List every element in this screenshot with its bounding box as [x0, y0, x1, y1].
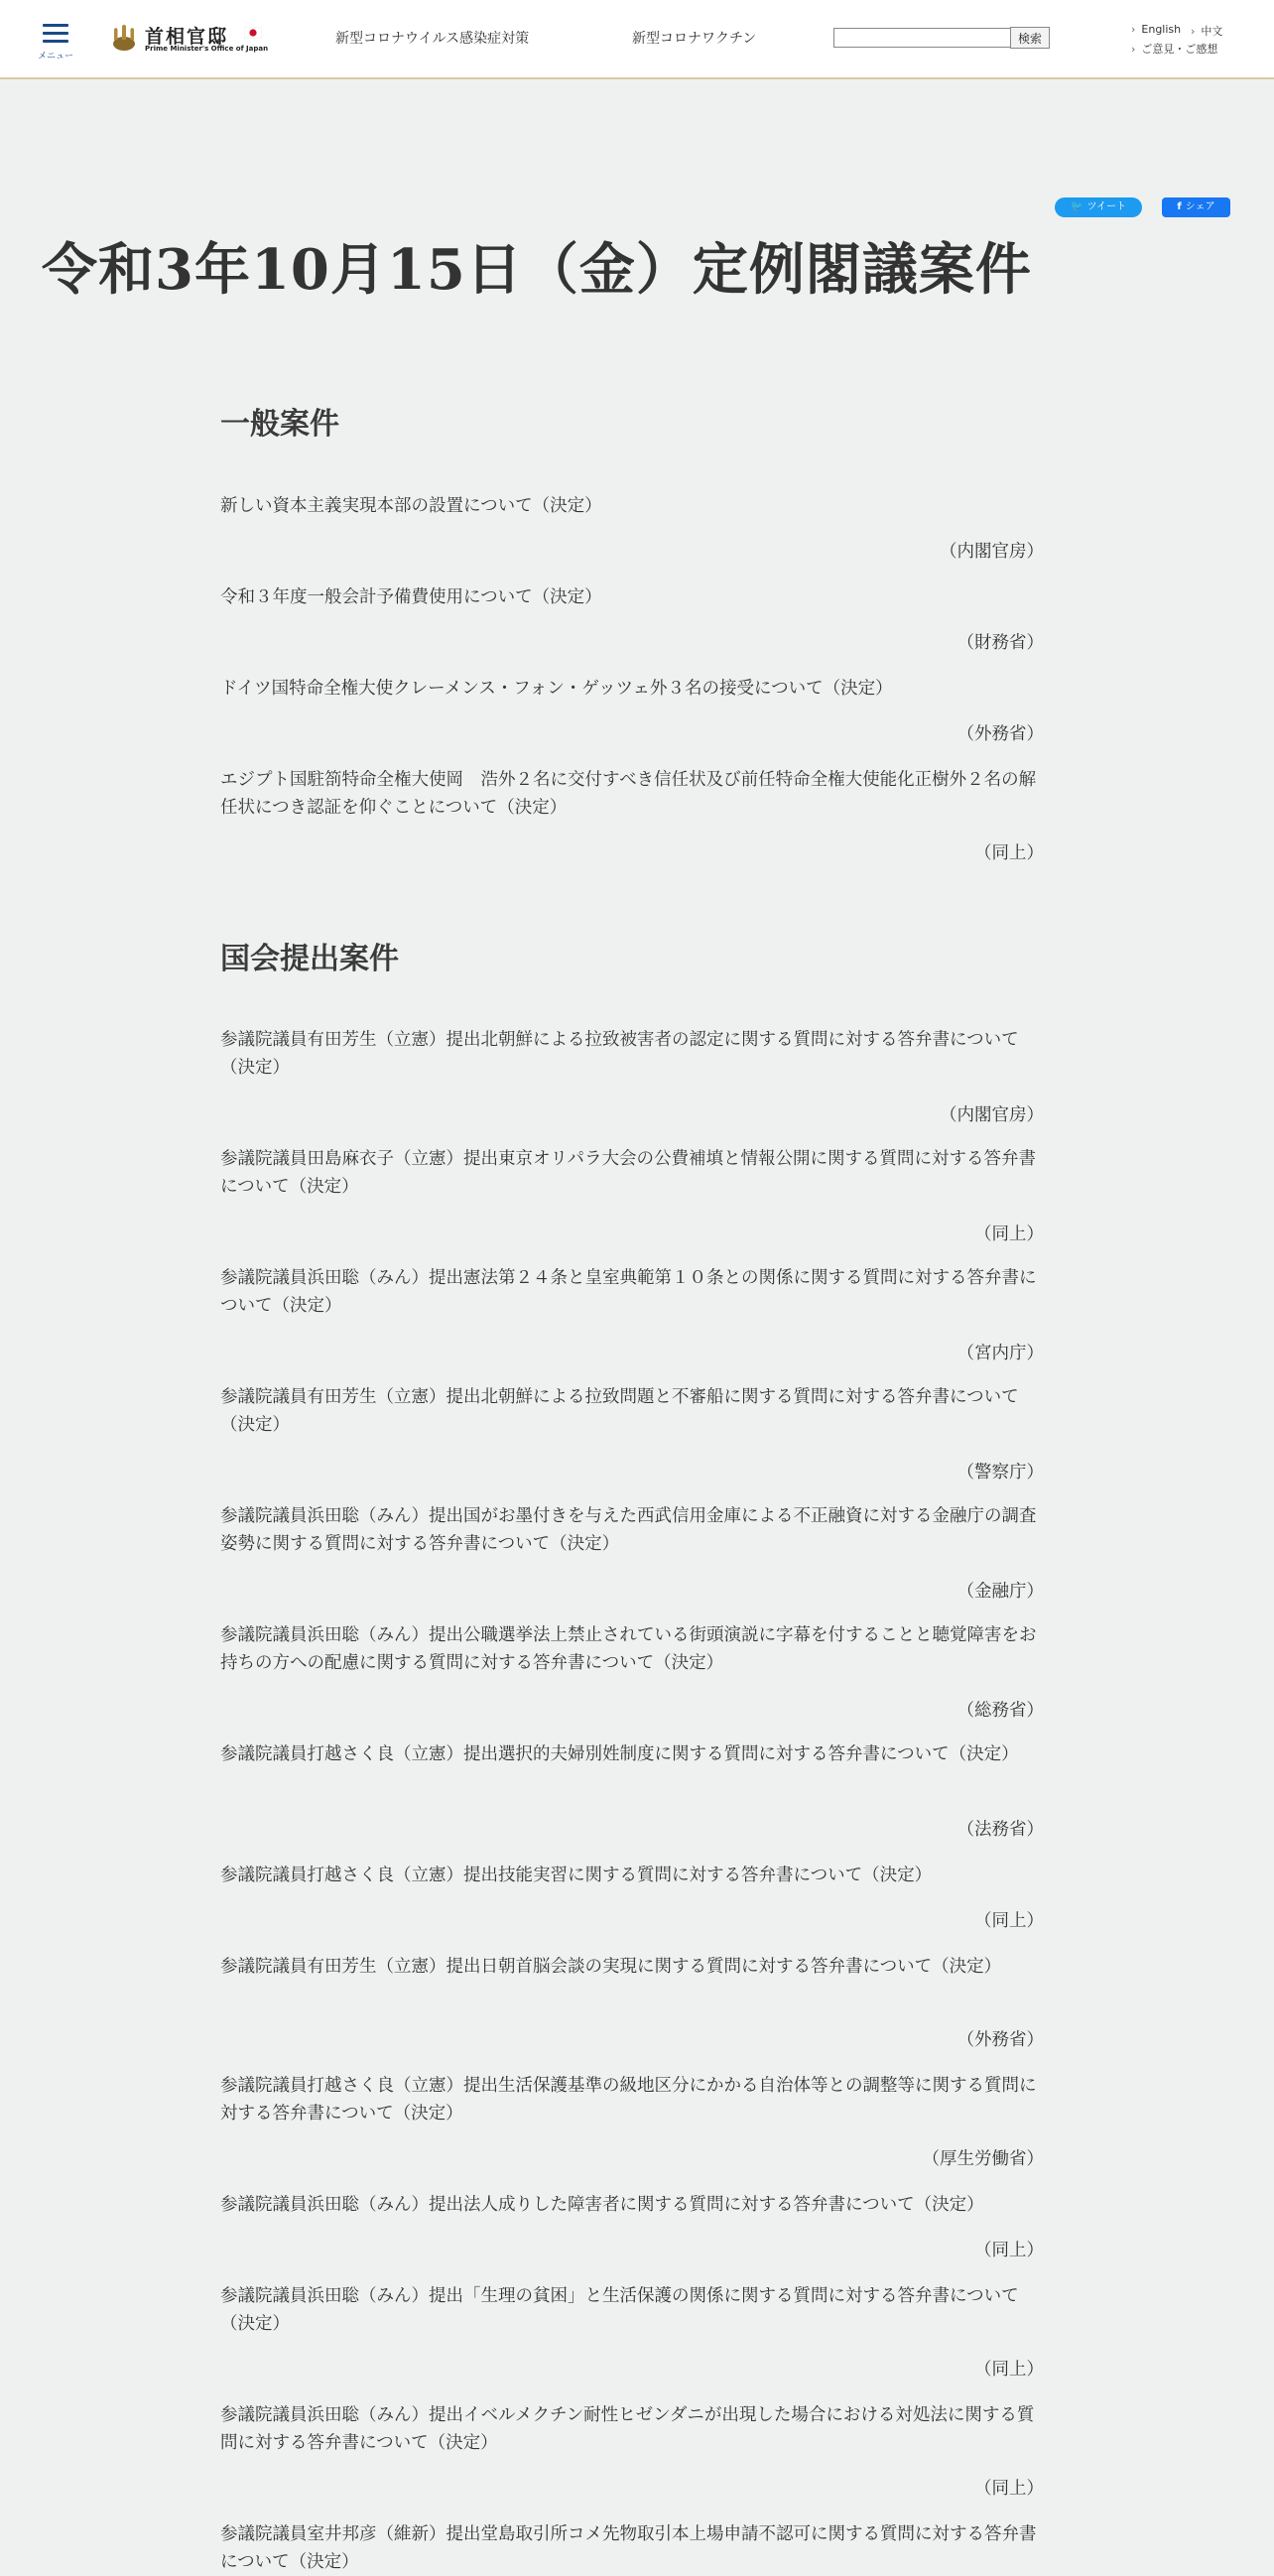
item-title: 参議院議員浜田聡（みん）提出法人成りした障害者に関する質問に対する答弁書について（決定）: [220, 2195, 984, 2215]
item-department: （法務省）: [956, 1820, 1044, 1840]
menu-label: メニュー: [37, 52, 73, 62]
list-item[interactable]: [220, 1026, 1044, 1082]
item-department: （警察庁）: [956, 1463, 1044, 1482]
facebook-share-button[interactable]: [1162, 197, 1230, 217]
list-item[interactable]: [220, 766, 1044, 822]
item-title: 参議院議員有田芳生（立憲）提出北朝鮮による拉致問題と不審船に関する質問に対する答弁書について（決定）: [220, 1387, 1019, 1435]
page-title: 令和3年10月15日（金）定例閣議案件: [42, 237, 1032, 303]
hamburger-icon-bar: [43, 40, 68, 43]
item-title: 参議院議員浜田聡（みん）提出公職選挙法上禁止されている街頭演説に字幕を付することと聴覚障害をお持ちの方への配慮に関する質問に対する答弁書について（決定）: [220, 1625, 1037, 1673]
list-item[interactable]: [220, 1145, 1044, 1201]
list-item[interactable]: [220, 492, 1044, 520]
list-item[interactable]: [220, 583, 1044, 611]
item-department: （同上）: [974, 1911, 1044, 1931]
nav-covid-measures[interactable]: 新型コロナウイルス感染症対策: [335, 31, 530, 47]
search-input[interactable]: [833, 28, 1014, 48]
chevron-right-icon: ›: [1131, 43, 1136, 56]
item-department: （同上）: [974, 1224, 1044, 1244]
menu-button[interactable]: [38, 22, 73, 62]
item-title: 参議院議員浜田聡（みん）提出国がお墨付きを与えた西武信用金庫による不正融資に対する金融庁の調査姿勢に関する質問に対する答弁書について（決定）: [220, 1506, 1037, 1554]
section-heading-diet: 国会提出案件: [220, 942, 399, 976]
item-department: （同上）: [974, 2479, 1044, 2499]
item-title: ドイツ国特命全権大使クレーメンス・フォン・ゲッツェ外３名の接受について（決定）: [220, 679, 893, 699]
twitter-bird-icon: 🐦: [1071, 201, 1083, 212]
list-item[interactable]: [220, 1740, 1044, 1768]
list-item[interactable]: [220, 2282, 1044, 2338]
link-chinese-label: 中文: [1201, 25, 1223, 38]
list-item[interactable]: [220, 2520, 1044, 2576]
logo-text-en: Prime Minister's Office of Japan: [145, 45, 269, 53]
list-item[interactable]: [220, 1862, 1044, 1889]
list-item[interactable]: [220, 1383, 1044, 1439]
tweet-button[interactable]: [1055, 197, 1142, 217]
item-department: （外務省）: [956, 2030, 1044, 2050]
item-department: （厚生労働省）: [922, 2149, 1044, 2169]
section-heading-general: 一般案件: [220, 407, 339, 442]
list-item[interactable]: [220, 1502, 1044, 1558]
item-title: 参議院議員浜田聡（みん）提出憲法第２４条と皇室典範第１０条との関係に関する質問に対する答弁書について（決定）: [220, 1268, 1037, 1316]
item-department: （外務省）: [956, 724, 1044, 744]
list-item[interactable]: [220, 2401, 1044, 2457]
list-item[interactable]: [220, 2072, 1044, 2127]
item-department: （金融庁）: [956, 1582, 1044, 1602]
item-department: （宮内庁）: [956, 1344, 1044, 1363]
item-title: 参議院議員打越さく良（立憲）提出生活保護基準の級地区分にかかる自治体等との調整等に関する質問に対する答弁書について（決定）: [220, 2076, 1037, 2124]
link-chinese[interactable]: [1191, 23, 1222, 39]
link-feedback[interactable]: [1131, 41, 1217, 57]
item-title: 参議院議員室井邦彦（維新）提出堂島取引所コメ先物取引本上場申請不認可に関する質問に対する答弁書について（決定）: [220, 2524, 1037, 2572]
hamburger-icon-bar: [43, 32, 68, 35]
item-title: 参議院議員浜田聡（みん）提出イベルメクチン耐性ヒゼンダニが出現した場合における対処法に関する質問に対する答弁書について（決定）: [220, 2405, 1035, 2453]
item-title: 参議院議員打越さく良（立憲）提出選択的夫婦別姓制度に関する質問に対する答弁書について（決定）: [220, 1744, 1019, 1764]
tweet-label: ツイート: [1086, 201, 1126, 212]
list-item[interactable]: [220, 1264, 1044, 1320]
site-header: [0, 0, 1274, 79]
item-title: 新しい資本主義実現本部の設置について（決定）: [220, 496, 602, 516]
hamburger-icon: [43, 24, 68, 27]
item-title: エジプト国駐箚特命全権大使岡 浩外２名に交付すべき信任状及び前任特命全権大使能化正樹外２名の解任状につき認証を仰ぐことについて（決定）: [220, 770, 1037, 818]
item-department: （同上）: [974, 843, 1044, 863]
share-label: シェア: [1185, 201, 1215, 212]
item-title: 参議院議員打越さく良（立憲）提出技能実習に関する質問に対する答弁書について（決定）: [220, 1866, 933, 1885]
item-title: 参議院議員有田芳生（立憲）提出日朝首脳会談の実現に関する質問に対する答弁書について（決定）: [220, 1957, 1002, 1977]
item-title: 参議院議員田島麻衣子（立憲）提出東京オリパラ大会の公費補填と情報公開に関する質問に対する答弁書について（決定）: [220, 1149, 1036, 1197]
chevron-right-icon: ›: [1191, 25, 1196, 38]
item-department: （内閣官房）: [940, 1105, 1044, 1125]
item-department: （同上）: [974, 2360, 1044, 2380]
chevron-right-icon: ›: [1131, 23, 1136, 36]
nav-covid-vaccine[interactable]: 新型コロナワクチン: [632, 31, 757, 47]
japan-flag-icon: [244, 27, 262, 39]
list-item[interactable]: [220, 2191, 1044, 2219]
link-english-label: English: [1141, 23, 1182, 36]
item-department: （財務省）: [956, 633, 1044, 653]
item-title: 参議院議員浜田聡（みん）提出「生理の貧困」と生活保護の関係に関する質問に対する答弁書について（決定）: [220, 2286, 1019, 2334]
list-item[interactable]: [220, 675, 1044, 703]
paulownia-crest-icon: [109, 24, 139, 52]
list-item[interactable]: [220, 1621, 1044, 1677]
site-logo[interactable]: [107, 20, 270, 60]
item-department: （内閣官房）: [940, 542, 1044, 562]
item-department: （同上）: [974, 2241, 1044, 2260]
link-english[interactable]: [1131, 23, 1181, 36]
search-button[interactable]: 検索: [1010, 27, 1050, 49]
facebook-icon: f: [1177, 201, 1182, 212]
item-title: 参議院議員有田芳生（立憲）提出北朝鮮による拉致被害者の認定に関する質問に対する答弁書について（決定）: [220, 1030, 1019, 1078]
item-title: 令和３年度一般会計予備費使用について（決定）: [220, 587, 602, 607]
link-feedback-label: ご意見・ご感想: [1141, 43, 1218, 56]
item-department: （総務省）: [956, 1701, 1044, 1721]
list-item[interactable]: [220, 1953, 1044, 1981]
logo-text-ja: 首相官邸: [145, 26, 229, 48]
